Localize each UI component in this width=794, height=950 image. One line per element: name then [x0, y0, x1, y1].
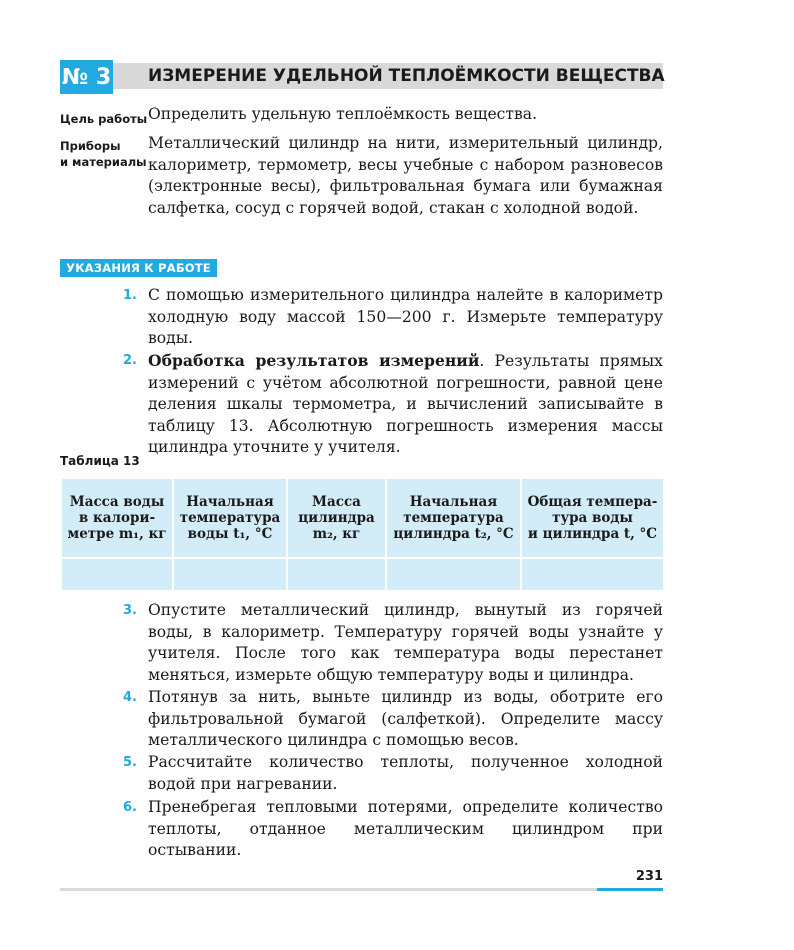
item-number: 3.	[123, 603, 137, 618]
goal-label: Цель работы	[60, 112, 148, 126]
table-header-cell: Начальная температура воды t₁, °С	[173, 478, 287, 558]
table-header-cell: Масса цилиндра m₂, кг	[287, 478, 386, 558]
item-text: Потянув за нить, выньте цилиндр из воды, оботрите его фильтровальной бумагой (салфеткой). Определите массу металлического цилиндра с помощью весов.	[148, 688, 663, 749]
instructions-section-tag: УКАЗАНИЯ К РАБОТЕ	[60, 259, 217, 277]
equipment-text: Металлический цилиндр на нити, измерительный цилиндр, калориметр, термометр, весы учебные с набором разновесов (электронные весы), фильтровальная бумага или бумажная салфетка, сосуд с горячей водой, стакан с холодной водой.	[148, 134, 663, 217]
footer-rule	[60, 888, 663, 891]
equipment-label	[60, 138, 147, 170]
results-table	[60, 477, 665, 592]
item-number: 2.	[123, 353, 137, 368]
item-text: . Результаты прямых измерений с учётом абсолютной погрешности, равной цене деления шкалы термометра, и вычислений записывайте в таблицу 13. Абсолютную погрешность измерения массы цилиндра уточните у учителя.	[148, 352, 663, 456]
item-text: Пренебрегая тепловыми потерями, определите количество теплоты, отданное металлическим цилиндром при остывании.	[148, 798, 663, 859]
footer-accent	[597, 888, 663, 891]
page-title: ИЗМЕРЕНИЕ УДЕЛЬНОЙ ТЕПЛОЁМКОСТИ ВЕЩЕСТВА	[148, 66, 665, 86]
table-header-cell: Масса воды в калори- метре m₁, кг	[61, 478, 173, 558]
instruction-item	[148, 350, 663, 459]
table-cell	[287, 558, 386, 591]
item-number: 4.	[123, 690, 137, 705]
work-number-badge: № 3	[60, 60, 113, 94]
instruction-item	[148, 600, 663, 686]
table-caption: Таблица 13	[60, 454, 140, 468]
item-text: Опустите металлический цилиндр, вынутый из горячей воды, в калориметр. Температуру горячей воды узнайте у учителя. После того как температура воды перестанет меняться, измерьте общую температуру воды и цилиндра.	[148, 601, 663, 684]
table-cell	[61, 558, 173, 591]
table-header-cell: Общая темпера- тура воды и цилиндра t, °С	[521, 478, 664, 558]
instruction-item	[148, 752, 663, 795]
item-text: С помощью измерительного цилиндра налейте в калориметр холодную воду массой 150—200 г. Измерьте температуру воды.	[148, 286, 663, 347]
item-number: 5.	[123, 755, 137, 770]
item-number: 1.	[123, 288, 137, 303]
instruction-item	[148, 687, 663, 752]
item-number: 6.	[123, 800, 137, 815]
instruction-item	[148, 797, 663, 862]
goal-text: Определить удельную теплоёмкость вещества.	[148, 105, 538, 123]
item-bold-heading: Обработка результатов измерений	[148, 351, 480, 370]
instruction-item	[148, 285, 663, 350]
item-text: Рассчитайте количество теплоты, полученное холодной водой при нагревании.	[148, 753, 663, 793]
table-header-cell: Начальная температура цилиндра t₂, °С	[386, 478, 521, 558]
table-header-row	[61, 478, 664, 558]
equipment-label-line2: и материалы	[60, 155, 147, 169]
equipment-label-line1: Приборы	[60, 139, 121, 153]
table-cell	[386, 558, 521, 591]
table-cell	[521, 558, 664, 591]
page-number: 231	[635, 869, 663, 884]
table-cell	[173, 558, 287, 591]
table-row	[61, 558, 664, 591]
